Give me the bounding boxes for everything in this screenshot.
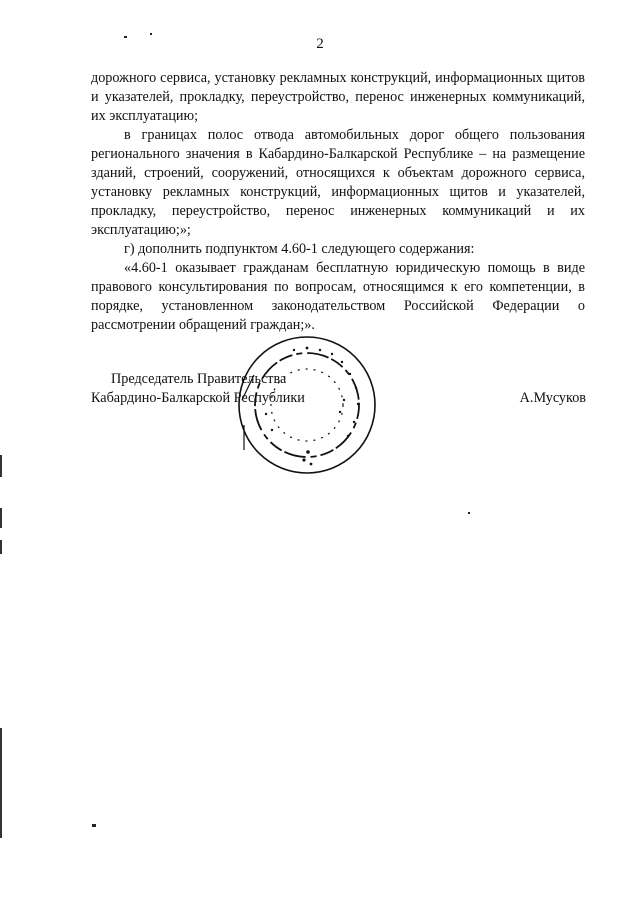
scan-margin-mark bbox=[0, 540, 2, 554]
signatory-position-line2: Кабардино-Балкарской Республики bbox=[91, 390, 305, 406]
paragraph-subpoint-4-60-1: «4.60-1 оказывает гражданам бесплатную юридическую помощь в виде правового консультирования по вопросам, относящимся к его компетенции, в порядке, установленном законодательством Российской Федерации о рассмотрении обращений граждан;». bbox=[91, 260, 585, 333]
scan-speck bbox=[150, 33, 152, 35]
scan-margin-mark bbox=[0, 728, 2, 838]
paragraph-amendment-g: г) дополнить подпунктом 4.60-1 следующего содержания: bbox=[124, 241, 475, 257]
scan-margin-mark bbox=[0, 455, 2, 477]
document-body bbox=[91, 69, 585, 335]
page-number: 2 bbox=[316, 36, 324, 52]
scan-speck bbox=[468, 512, 470, 514]
scan-speck bbox=[92, 824, 96, 827]
paragraph-continuation: дорожного сервиса, установку рекламных конструкций, информационных щитов и указателей, прокладку, переустройство, перенос инженерных коммуникаций, их эксплуатацию; bbox=[91, 70, 585, 124]
official-seal-stamp bbox=[232, 330, 382, 480]
signatory-position-line1: Председатель Правительства bbox=[111, 371, 287, 387]
scan-speck bbox=[124, 36, 127, 38]
paragraph-right-of-way: в границах полос отвода автомобильных дорог общего пользования регионального значения в Кабардино-Балкарской Республике – на размещение зданий, строений, сооружений, относящихся к объектам дорожного сервиса, установку рекламных конструкций, информационных щитов и указателей, прокладку, переустройство, перенос инженерных коммуникаций и их эксплуатацию;»; bbox=[91, 127, 585, 238]
scan-margin-mark bbox=[0, 508, 2, 528]
signatory-name: А.Мусуков bbox=[519, 390, 586, 406]
